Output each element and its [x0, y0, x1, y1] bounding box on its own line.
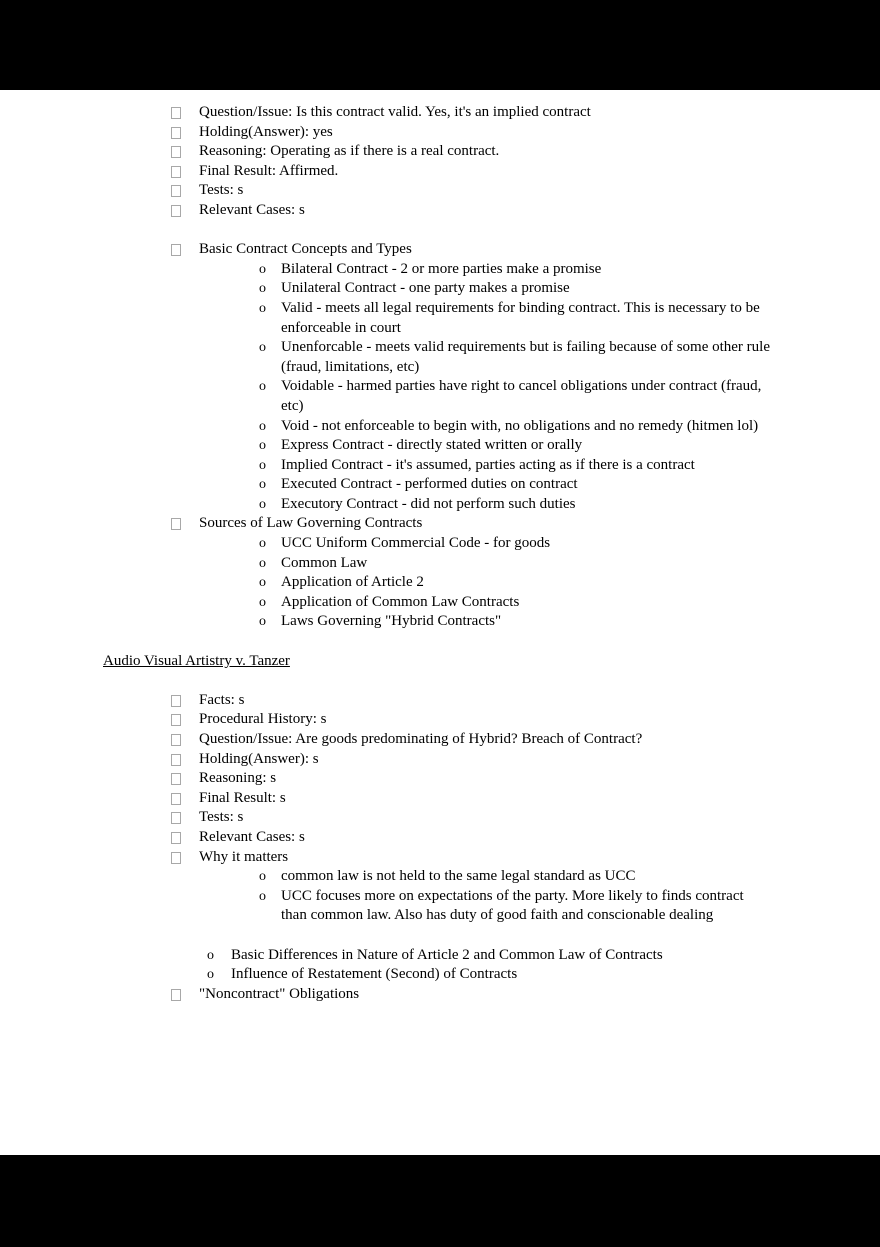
- list-item-text: Basic Contract Concepts and Types: [199, 241, 412, 258]
- checkbox-bullet-icon: [171, 146, 181, 158]
- blank-line: [0, 632, 772, 652]
- outline-content: [0, 90, 880, 1004]
- checkbox-bullet-icon: [171, 244, 181, 256]
- checkbox-bullet-icon: [171, 773, 181, 785]
- o-bullet-icon: o: [259, 575, 266, 591]
- list-item: [207, 946, 772, 966]
- list-item-text: Bilateral Contract - 2 or more parties make a promise: [281, 260, 602, 277]
- list-item: [207, 965, 772, 985]
- list-item-text: Final Result: s: [199, 789, 286, 806]
- o-bullet-icon: o: [259, 300, 266, 316]
- list-item: [259, 867, 772, 887]
- list-item-text: Application of Common Law Contracts: [281, 593, 520, 610]
- list-item: [199, 142, 772, 162]
- blank-line: [0, 671, 772, 691]
- checkbox-bullet-icon: [171, 127, 181, 139]
- list-item-text: UCC focuses more on expectations of the party. More likely to finds contract than common law. Also has duty of good faith and conscionable dealing: [281, 887, 744, 924]
- list-item-text: common law is not held to the same legal standard as UCC: [281, 868, 636, 885]
- list-item-text: Holding(Answer): yes: [199, 123, 333, 140]
- list-item: [199, 162, 772, 182]
- list-item-text: Unilateral Contract - one party makes a promise: [281, 280, 570, 297]
- checkbox-bullet-icon: [171, 754, 181, 766]
- o-bullet-icon: o: [259, 477, 266, 493]
- o-bullet-icon: o: [259, 594, 266, 610]
- list-item-text: Relevant Cases: s: [199, 828, 305, 845]
- list-item-text: Void - not enforceable to begin with, no obligations and no remedy (hitmen lol): [281, 417, 759, 434]
- list-item: [199, 750, 772, 770]
- list-item: [259, 495, 772, 515]
- list-item-text: Reasoning: Operating as if there is a real contract.: [199, 143, 500, 160]
- checkbox-bullet-icon: [171, 695, 181, 707]
- list-item-text: Implied Contract - it's assumed, parties acting as if there is a contract: [281, 456, 695, 473]
- checkbox-bullet-icon: [171, 714, 181, 726]
- list-item-text: Procedural History: s: [199, 711, 327, 728]
- list-item-text: "Noncontract" Obligations: [199, 985, 360, 1002]
- list-item: [259, 260, 772, 280]
- list-item-heading: [199, 240, 772, 260]
- checkbox-bullet-icon: [171, 518, 181, 530]
- checkbox-bullet-icon: [171, 989, 181, 1001]
- o-bullet-icon: o: [207, 967, 214, 983]
- list-item-text: UCC Uniform Commercial Code - for goods: [281, 535, 551, 552]
- o-bullet-icon: o: [259, 555, 266, 571]
- list-item-heading: [199, 514, 772, 534]
- document-page: [0, 90, 880, 1155]
- list-item-text: Why it matters: [199, 848, 289, 865]
- list-item: [259, 554, 772, 574]
- list-item: [199, 103, 772, 123]
- list-item-text: Holding(Answer): s: [199, 750, 319, 767]
- list-item: [259, 417, 772, 437]
- list-item-text: Voidable - harmed parties have right to cancel obligations under contract (fraud, etc): [281, 378, 762, 414]
- list-item: [199, 828, 772, 848]
- o-bullet-icon: o: [259, 536, 266, 552]
- list-item-text: Application of Article 2: [281, 574, 424, 591]
- list-item: [259, 593, 772, 613]
- list-item-text: Laws Governing "Hybrid Contracts": [281, 613, 502, 630]
- list-item-text: Reasoning: s: [199, 770, 277, 787]
- list-item: [259, 436, 772, 456]
- o-bullet-icon: o: [259, 438, 266, 454]
- list-item: [199, 201, 772, 221]
- list-item: [199, 691, 772, 711]
- checkbox-bullet-icon: [171, 793, 181, 805]
- list-item: [199, 808, 772, 828]
- list-item-text: Express Contract - directly stated written or orally: [281, 437, 583, 454]
- checkbox-bullet-icon: [171, 812, 181, 824]
- list-item: [199, 985, 772, 1005]
- list-item: [259, 475, 772, 495]
- list-item-text: Question/Issue: Is this contract valid. Yes, it's an implied contract: [199, 104, 591, 120]
- list-item: [259, 887, 772, 926]
- list-item-text: Executed Contract - performed duties on contract: [281, 476, 578, 493]
- case-heading: Audio Visual Artistry v. Tanzer: [103, 652, 290, 669]
- list-item-text: Tests: s: [199, 182, 244, 199]
- list-item-text: Facts: s: [199, 691, 245, 708]
- list-item-text: Final Result: Affirmed.: [199, 162, 339, 179]
- list-item: [259, 456, 772, 476]
- list-item-text: Unenforcable - meets valid requirements but is failing because of some other rule (fraud, limitations, etc): [281, 339, 770, 375]
- list-item: [199, 181, 772, 201]
- list-item-text: Relevant Cases: s: [199, 201, 305, 218]
- o-bullet-icon: o: [259, 496, 266, 512]
- o-bullet-icon: o: [259, 457, 266, 473]
- o-bullet-icon: o: [259, 340, 266, 356]
- blank-line: [0, 221, 772, 241]
- list-item: [199, 123, 772, 143]
- list-item: [259, 534, 772, 554]
- list-item: [199, 789, 772, 809]
- list-item: [259, 612, 772, 632]
- list-item: [259, 377, 772, 416]
- list-item-text: Valid - meets all legal requirements for binding contract. This is necessary to be enforceable in court: [281, 299, 760, 336]
- o-bullet-icon: o: [259, 869, 266, 885]
- o-bullet-icon: o: [259, 418, 266, 434]
- checkbox-bullet-icon: [171, 107, 181, 119]
- list-item: [199, 769, 772, 789]
- list-item-text: Sources of Law Governing Contracts: [199, 515, 423, 532]
- checkbox-bullet-icon: [171, 832, 181, 844]
- list-item: [199, 848, 772, 868]
- o-bullet-icon: o: [207, 947, 214, 963]
- blank-line: [0, 926, 772, 946]
- checkbox-bullet-icon: [171, 185, 181, 197]
- checkbox-bullet-icon: [171, 734, 181, 746]
- list-item: [199, 730, 772, 750]
- list-item-text: Common Law: [281, 554, 368, 571]
- list-item: [199, 710, 772, 730]
- list-item-text: Question/Issue: Are goods predominating of Hybrid? Breach of Contract?: [199, 731, 643, 747]
- list-item-text: Tests: s: [199, 809, 244, 826]
- o-bullet-icon: o: [259, 888, 266, 904]
- list-item: [259, 338, 772, 377]
- o-bullet-icon: o: [259, 281, 266, 297]
- list-item-text: Influence of Restatement (Second) of Contracts: [231, 966, 518, 983]
- list-item: [259, 279, 772, 299]
- list-item: [259, 299, 772, 338]
- o-bullet-icon: o: [259, 379, 266, 395]
- checkbox-bullet-icon: [171, 166, 181, 178]
- o-bullet-icon: o: [259, 261, 266, 277]
- list-item-text: Executory Contract - did not perform such duties: [281, 495, 576, 512]
- list-item: [259, 573, 772, 593]
- list-item-text: Basic Differences in Nature of Article 2 and Common Law of Contracts: [231, 946, 663, 963]
- checkbox-bullet-icon: [171, 852, 181, 864]
- o-bullet-icon: o: [259, 614, 266, 630]
- checkbox-bullet-icon: [171, 205, 181, 217]
